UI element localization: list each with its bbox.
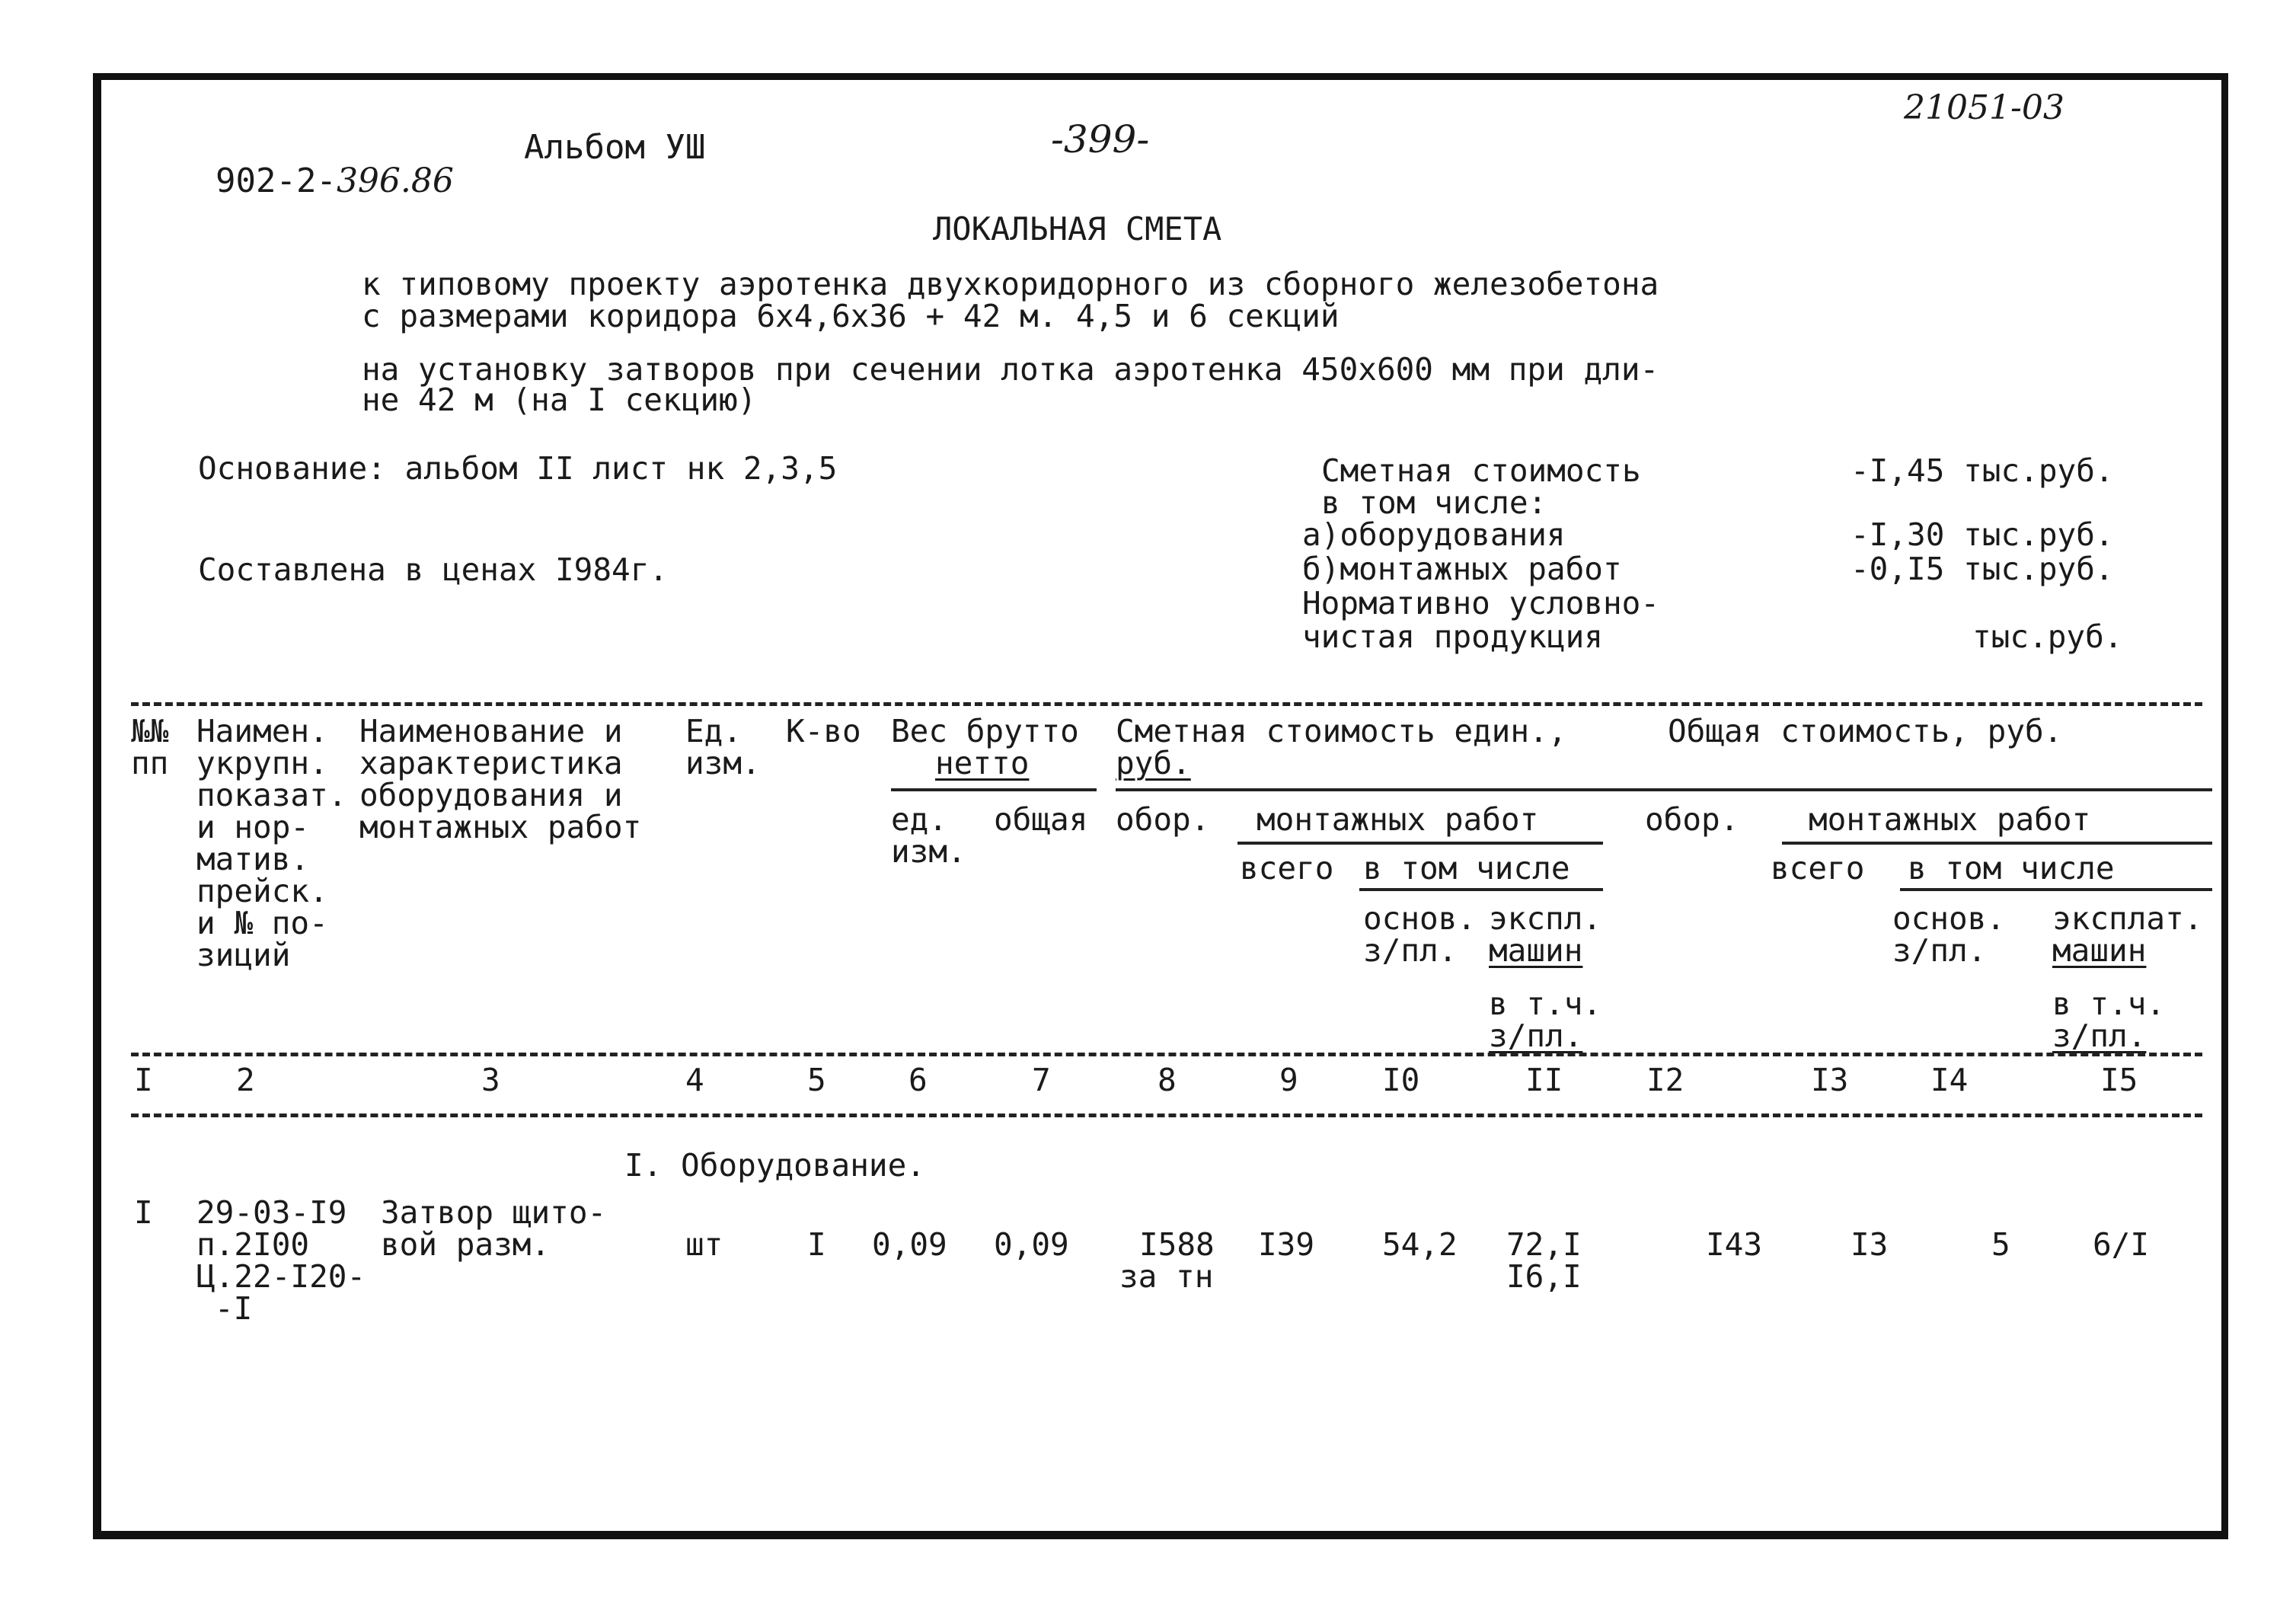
col-num-7: 7 — [1032, 1062, 1051, 1098]
hdr-c2-l3: показат. — [196, 777, 347, 813]
row-weight-total: 0,09 — [994, 1226, 1069, 1263]
hdr-obshaya: общая — [994, 801, 1088, 838]
hdr-total-cost: Общая стоимость, руб. — [1668, 713, 2063, 749]
row-weight-unit: 0,09 — [872, 1226, 947, 1263]
hdr-vtomchisle: в том числе — [1363, 850, 1570, 887]
numbers-bottom-rule — [131, 1114, 2202, 1117]
mount-value: -0,I5 тыс.руб. — [1851, 551, 2114, 587]
row-unit: шт — [685, 1226, 723, 1263]
hdr-weight-net: нетто — [935, 745, 1030, 781]
hdr-ekspl2-l2: машин — [2052, 932, 2147, 969]
row-name-l1: Затвор щито- — [381, 1194, 607, 1231]
hdr-c5: К-во — [786, 713, 861, 749]
col-num-9: 9 — [1279, 1062, 1298, 1098]
hdr-c3-l2: характеристика — [359, 745, 623, 781]
hdr-c2-l2: укрупн. — [196, 745, 328, 781]
hdr-vtch2-l1: в т.ч. — [2052, 986, 2166, 1022]
row-ekspl-zp: I6,I — [1506, 1258, 1582, 1295]
row-obor: I588 — [1139, 1226, 1215, 1263]
col-num-2: 2 — [236, 1062, 255, 1098]
mount-rule — [1237, 842, 1603, 845]
equip-label: а)оборудования — [1302, 516, 1566, 553]
row-obor-note: за тн — [1119, 1258, 1214, 1295]
hdr-unit-cost: Сметная стоимость един., — [1116, 713, 1567, 749]
col-num-4: 4 — [685, 1062, 704, 1098]
equip-value: -I,30 тыс.руб. — [1851, 516, 2114, 553]
hdr-weight: Вес брутто — [891, 713, 1079, 749]
cost-label: Сметная стоимость — [1321, 452, 1641, 489]
row-total-obor: I43 — [1706, 1226, 1763, 1263]
hdr-c2-l5: матив. — [196, 841, 310, 877]
stamp-number: 21051-03 — [1904, 88, 2064, 127]
hdr-ed-l1: ед. — [891, 801, 948, 838]
row-code-l4: -I — [215, 1290, 253, 1327]
hdr-vtch2-l2: з/пл. — [2052, 1018, 2147, 1054]
doc-code — [175, 131, 454, 198]
hdr-c3-l3: оборудования и — [359, 777, 623, 813]
hdr-osnov2-l2: з/пл. — [1892, 932, 1987, 969]
cost-value: -I,45 тыс.руб. — [1851, 452, 2114, 489]
row-code-l1: 29-03-I9 — [196, 1194, 347, 1231]
subtitle-line-4: не 42 м (на I секцию) — [362, 382, 757, 418]
hdr-c2-l7: и № по- — [196, 905, 328, 941]
vtomchisle-rule-2 — [1900, 888, 2212, 891]
row-code-l2: п.2I00 — [196, 1226, 310, 1263]
mount-label: б)монтажных работ — [1302, 551, 1622, 587]
col-num-11: II — [1525, 1062, 1563, 1098]
hdr-ekspl-l1: экспл. — [1489, 900, 1602, 937]
hdr-c1-l2: пп — [131, 745, 169, 781]
album-label: Альбом УШ — [524, 128, 706, 167]
doc-code-suffix: 396.86 — [336, 161, 454, 200]
row-vsego: I39 — [1258, 1226, 1315, 1263]
hdr-mount-2: монтажных работ — [1809, 801, 2091, 838]
row-osnov: 54,2 — [1382, 1226, 1458, 1263]
hdr-obor: обор. — [1116, 801, 1210, 838]
norm-value: тыс.руб. — [1972, 618, 2123, 655]
row-total-vsego: I3 — [1851, 1226, 1889, 1263]
hdr-c4-l2: изм. — [685, 745, 761, 781]
section-title: I. Оборудование. — [624, 1147, 925, 1184]
col-num-3: 3 — [481, 1062, 500, 1098]
hdr-ekspl-l2: машин — [1489, 932, 1583, 969]
doc-title: ЛОКАЛЬНАЯ СМЕТА — [933, 210, 1222, 248]
cost-incl: в том числе: — [1321, 484, 1547, 521]
row-code-l3: Ц.22-I20- — [196, 1258, 366, 1295]
hdr-osnov2-l1: основ. — [1892, 900, 2006, 937]
col-num-13: I3 — [1811, 1062, 1849, 1098]
doc-code-prefix: 902-2- — [215, 161, 337, 200]
hdr-c2-l6: прейск. — [196, 873, 328, 909]
hdr-c2-l8: зиций — [196, 937, 291, 973]
col-num-12: I2 — [1646, 1062, 1684, 1098]
hdr-c2-l1: Наимен. — [196, 713, 328, 749]
col-num-15: I5 — [2100, 1062, 2138, 1098]
col-num-8: 8 — [1158, 1062, 1177, 1098]
hdr-vsego: всего — [1240, 850, 1334, 887]
prices-text: Составлена в ценах I984г. — [198, 551, 669, 588]
hdr-c4-l1: Ед. — [685, 713, 742, 749]
table-top-rule — [131, 702, 2202, 706]
hdr-ed-l2: изм. — [891, 833, 966, 870]
hdr-ekspl2-l1: эксплат. — [2052, 900, 2203, 937]
hdr-c3-l1: Наименование и — [359, 713, 623, 749]
col-num-14: I4 — [1930, 1062, 1969, 1098]
hdr-mount: монтажных работ — [1257, 801, 1539, 838]
row-qty: I — [807, 1226, 826, 1263]
col-num-6: 6 — [909, 1062, 928, 1098]
cost-rule — [1116, 788, 2212, 791]
hdr-c2-l4: и нор- — [196, 809, 310, 845]
row-total-osnov: 5 — [1991, 1226, 2010, 1263]
col-num-1: I — [134, 1062, 153, 1098]
norm-label-2: чистая продукция — [1302, 618, 1603, 655]
vtomchisle-rule — [1359, 888, 1603, 891]
subtitle-line-1: к типовому проекту аэротенка двухкоридорного из сборного железобетона — [362, 266, 1659, 302]
hdr-unit-cost-rub: руб. — [1116, 745, 1191, 781]
basis-text: Основание: альбом II лист нк 2,3,5 — [198, 450, 838, 487]
row-total-ekspl: 6/I — [2093, 1226, 2150, 1263]
hdr-vsego-2: всего — [1771, 850, 1865, 887]
norm-label-1: Нормативно условно- — [1302, 585, 1659, 621]
header-bottom-rule — [131, 1053, 2202, 1056]
row-number: I — [134, 1194, 153, 1231]
hdr-vtomchisle-2: в том числе — [1908, 850, 2115, 887]
row-ekspl: 72,I — [1506, 1226, 1582, 1263]
hdr-c3-l4: монтажных работ — [359, 809, 642, 845]
row-name-l2: вой разм. — [381, 1226, 551, 1263]
col-num-10: I0 — [1382, 1062, 1420, 1098]
col-num-5: 5 — [807, 1062, 826, 1098]
hdr-obor-2: обор. — [1645, 801, 1739, 838]
page-number: -399- — [1051, 117, 1150, 161]
weight-rule — [891, 788, 1097, 791]
subtitle-line-2: с размерами коридора 6х4,6х36 + 42 м. 4,5 и 6 секций — [362, 298, 1340, 334]
subtitle-line-3: на установку затворов при сечении лотка аэротенка 450х600 мм при дли- — [362, 351, 1659, 388]
hdr-osnov-l2: з/пл. — [1363, 932, 1458, 969]
hdr-c1-l1: №№ — [131, 713, 169, 749]
hdr-osnov-l1: основ. — [1363, 900, 1477, 937]
mount-rule-2 — [1782, 842, 2212, 845]
hdr-vtch-l2: з/пл. — [1489, 1018, 1583, 1054]
hdr-vtch-l1: в т.ч. — [1489, 986, 1602, 1022]
